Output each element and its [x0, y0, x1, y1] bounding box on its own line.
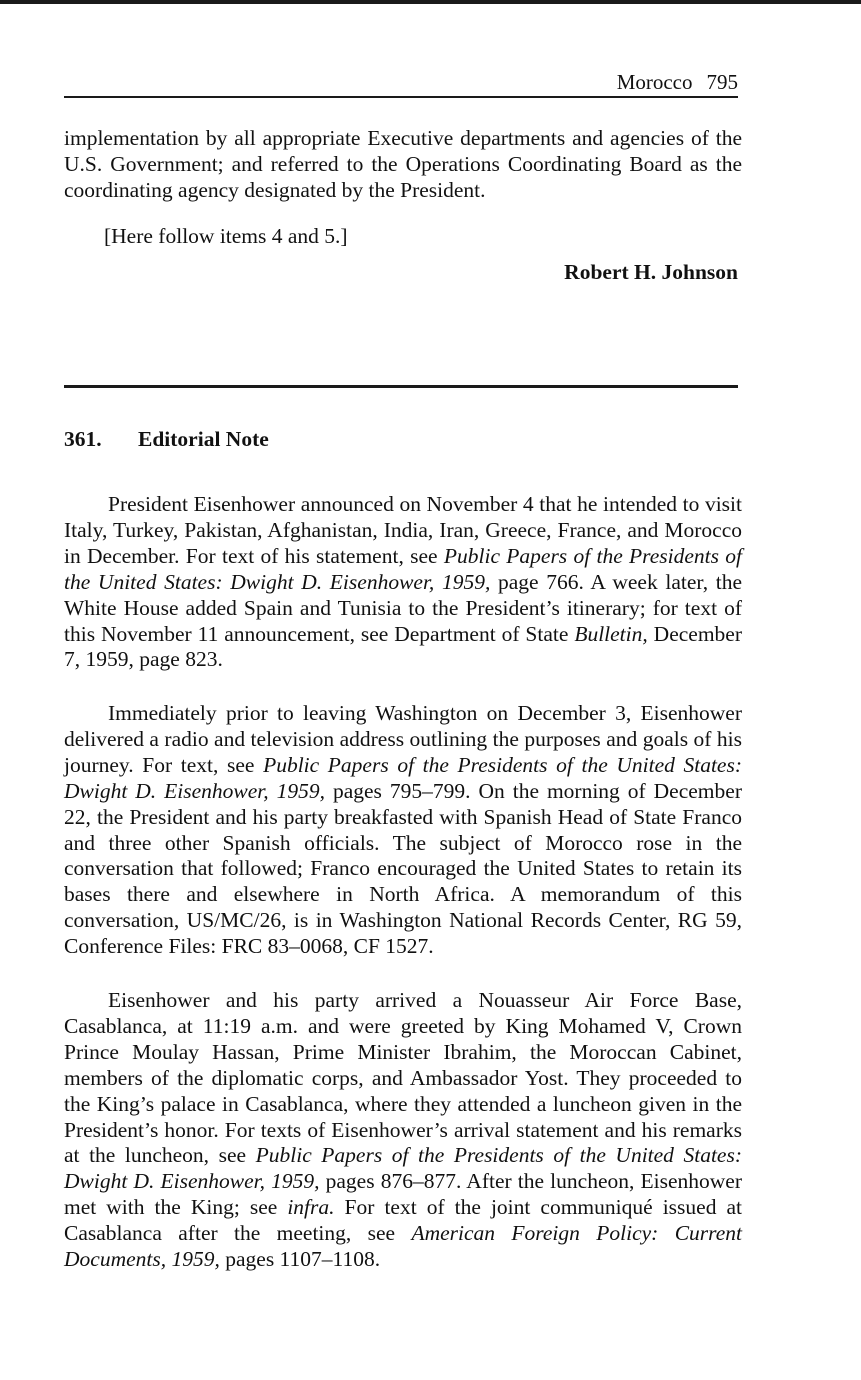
- page-number: 795: [706, 70, 738, 94]
- citation-italic: Bulletin,: [574, 621, 648, 646]
- signature: Robert H. Johnson: [564, 260, 738, 284]
- citation-italic: infra.: [287, 1195, 335, 1220]
- citation-italic: Public Papers of the Presidents of the United States: Dwight D. Eisenhower, 1959,: [64, 752, 743, 803]
- editorial-paragraph: [64, 492, 742, 673]
- editorial-paragraph: [64, 701, 742, 960]
- page-top-edge: [0, 0, 861, 4]
- paragraph-text: page 766. A week later, the White House added Spain and Tunisia to the President’s itinerary; for text of this November 11 announcement, see Department of State: [64, 569, 742, 646]
- section-title: Editorial Note: [138, 427, 269, 451]
- paragraph-text: December 7, 1959, page 823.: [64, 621, 742, 672]
- citation-italic: American Foreign Policy: Current Documents, 1959,: [64, 1221, 742, 1272]
- citation-italic: Public Papers of the Presidents of the United States: Dwight D. Eisenhower, 1959,: [64, 1143, 742, 1194]
- bracket-note: [Here follow items 4 and 5.]: [104, 224, 348, 248]
- paragraph-text: For text of the joint communiqué issued at Casablanca after the meeting, see: [64, 1195, 742, 1246]
- paragraph-text: pages 876–877. After the luncheon, Eisenhower met with the King; see: [64, 1169, 742, 1220]
- section-rule: [64, 385, 738, 388]
- paragraph-text: Immediately prior to leaving Washington on December 3, Eisenhower delivered a radio and television address outlining the purposes and goals of his journey. For text, see: [64, 701, 742, 777]
- header-rule: [64, 96, 738, 98]
- paragraph-text: pages 1107–1108.: [219, 1247, 381, 1272]
- paragraph-text: Eisenhower and his party arrived a Nouasseur Air Force Base, Casablanca, at 11:19 a.m. and were greeted by King Mohamed V, Crown Prince Moulay Hassan, Prime Minister Ibrahim, the Moroccan Cabinet, members of the diplomatic corps, and Ambassador Yost. They proceeded to the King’s palace in Casablanca, where they attended a luncheon given in the President’s honor. For texts of Eisenhower’s arrival statement and his remarks at the luncheon, see: [64, 988, 742, 1168]
- continuation-paragraph: implementation by all appropriate Executive departments and agencies of the U.S. Government; and referred to the Operations Coordinating Board as the coordinating agency designated by the President.: [64, 126, 742, 202]
- paragraph-text: pages 795–799. On the morning of December 22, the President and his party breakfasted with Spanish Head of State Franco and three other Spanish officials. The subject of Morocco rose in the conversation that followed; Franco encouraged the United States to retain its bases there and elsewhere in North Africa. A memorandum of this conversation, US/MC/26, is in Washington National Records Center, RG 59, Conference Files: FRC 83–0068, CF 1527.: [64, 778, 742, 959]
- section-heading: [64, 425, 269, 453]
- editorial-paragraph: [64, 988, 742, 1273]
- section-number: 361.: [64, 427, 102, 451]
- running-head: [64, 68, 738, 96]
- citation-italic: Public Papers of the Presidents of the United States: Dwight D. Eisenhower, 1959,: [64, 543, 742, 594]
- paragraph-text: President Eisenhower announced on November 4 that he intended to visit Italy, Turkey, Pakistan, Afghanistan, India, Iran, Greece, France, and Morocco in December. For text of his statement, see: [64, 492, 742, 568]
- running-head-title: Morocco: [616, 70, 693, 94]
